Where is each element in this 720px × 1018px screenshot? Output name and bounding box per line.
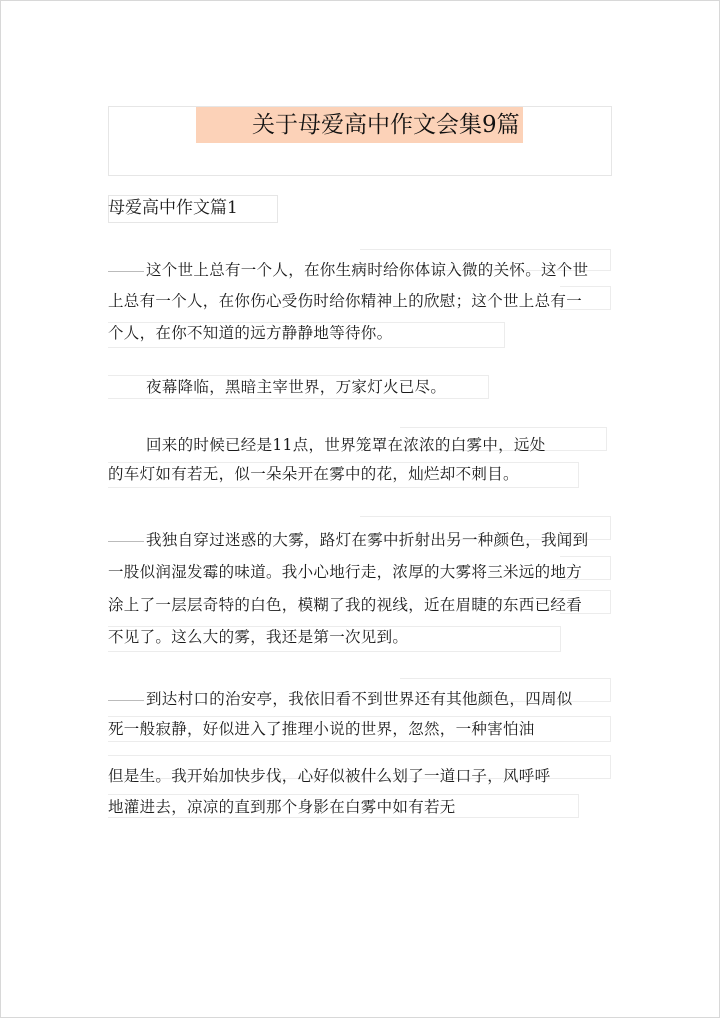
paragraph-line: 上总有一个人，在你伤心受伤时给你精神上的欣慰；这个世上总有一 <box>108 292 583 310</box>
paragraph-line: 到达村口的治安亭，我依旧看不到世界还有其他颜色，四周似 <box>108 688 573 710</box>
section-heading: 母爱高中作文篇1 <box>108 198 238 218</box>
paragraph-line: 但是生。我开始加快步伐，心好似被什么划了一道口子，风呼呼 <box>108 767 551 785</box>
paragraph-line: 回来的时候已经是11点，世界笼罩在浓浓的白雾中，远处 <box>146 436 546 454</box>
indent-dash <box>108 271 144 272</box>
paragraph-line: 我独自穿过迷惑的大雾，路灯在雾中折射出另一种颜色，我闻到 <box>108 529 588 551</box>
paragraph-line: 死一般寂静，好似进入了推理小说的世界，忽然，一种害怕油 <box>108 720 535 738</box>
paragraph-line: 地灌进去，凉凉的直到那个身影在白雾中如有若无 <box>108 798 456 816</box>
paragraph-line: 不见了。这么大的雾，我还是第一次见到。 <box>108 628 409 646</box>
indent-dash <box>108 541 144 542</box>
paragraph-line: 涂上了一层层奇特的白色，模糊了我的视线，近在眉睫的东西已经看 <box>108 596 583 614</box>
document-title: 关于母爱高中作文会集9篇 <box>252 112 520 138</box>
indent-dash <box>108 700 144 701</box>
paragraph-line: 夜幕降临，黑暗主宰世界，万家灯火已尽。 <box>146 378 447 396</box>
paragraph-line: 这个世上总有一个人，在你生病时给你体谅入微的关怀。这个世 <box>108 259 588 281</box>
paragraph-line: 的车灯如有若无，似一朵朵开在雾中的花，灿烂却不刺目。 <box>108 465 519 483</box>
paragraph-line: 个人，在你不知道的远方静静地等待你。 <box>108 324 393 342</box>
paragraph-line: 一股似润湿发霉的味道。我小心地行走，浓厚的大雾将三米远的地方 <box>108 563 583 581</box>
